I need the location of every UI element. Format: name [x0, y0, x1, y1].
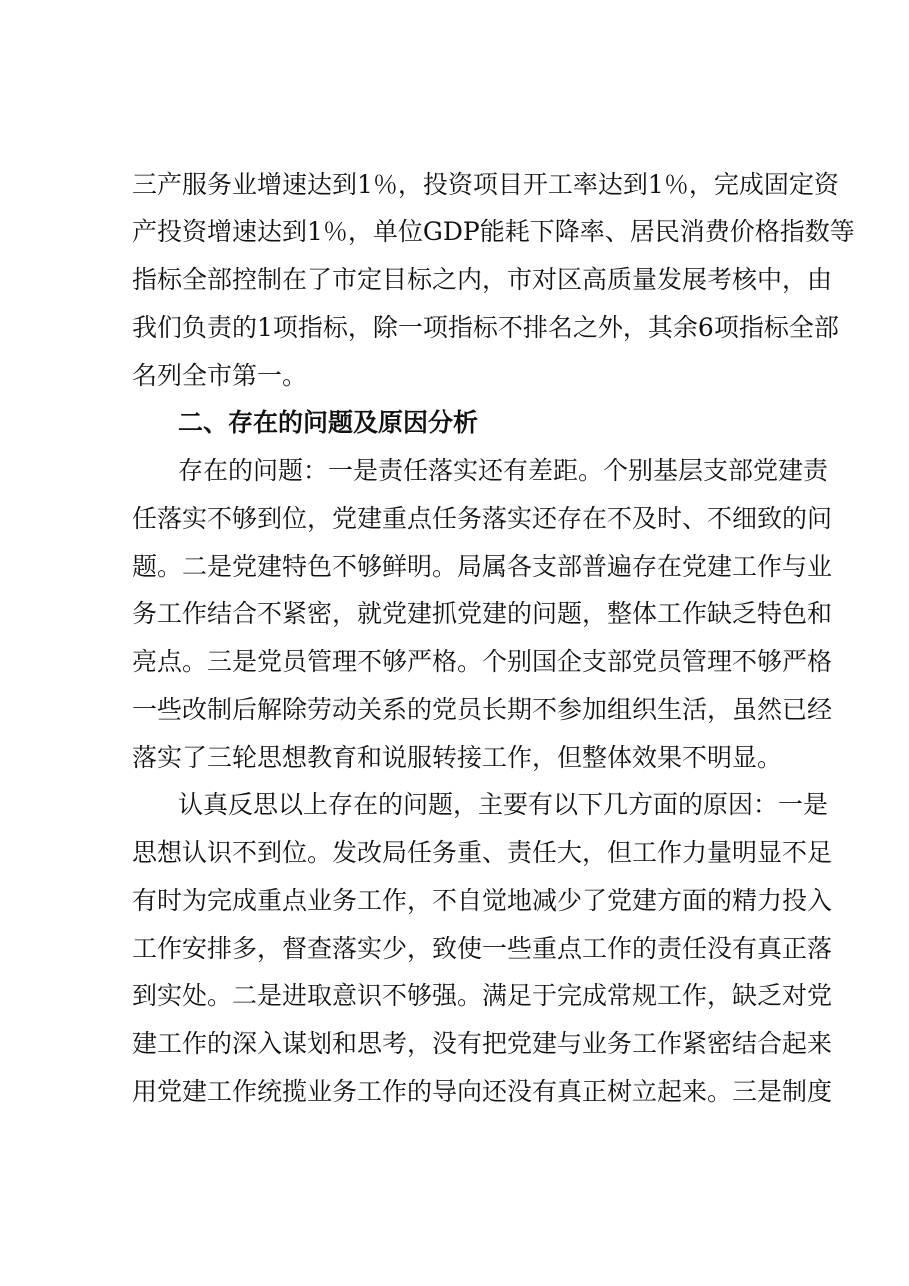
- body-text-line: 建工作的深入谋划和思考，没有把党建与业务工作紧密结合起来: [132, 1029, 833, 1058]
- body-text-line: 任落实不够到位，党建重点任务落实还存在不及时、不细致的问: [132, 504, 833, 533]
- body-text-line: 落实了三轮思想教育和说服转接工作，但整体效果不明显。: [132, 743, 783, 772]
- body-text-line: 一些改制后解除劳动关系的党员长期不参加组织生活，虽然已经: [132, 695, 833, 724]
- body-text-line: 到实处。二是进取意识不够强。满足于完成常规工作，缺乏对党: [132, 981, 833, 1010]
- body-text-line: 产投资增速达到1％，单位GDP能耗下降率、居民消费价格指数等: [132, 217, 855, 246]
- body-text-line: 亮点。三是党员管理不够严格。个别国企支部党员管理不够严格: [132, 647, 833, 676]
- section-heading: 二、存在的问题及原因分析: [178, 408, 479, 437]
- body-text-line: 三产服务业增速达到1％，投资项目开工率达到1％，完成固定资: [132, 170, 839, 199]
- body-text-line: 务工作结合不紧密，就党建抓党建的问题，整体工作缺乏特色和: [132, 599, 833, 628]
- paragraph-first-line: 存在的问题：一是责任落实还有差距。个别基层支部党建责: [178, 456, 829, 485]
- body-text-line: 用党建工作统揽业务工作的导向还没有真正树立起来。三是制度: [132, 1077, 833, 1106]
- body-text-line: 思想认识不到位。发改局任务重、责任大，但工作力量明显不足: [132, 838, 833, 867]
- body-text-line: 名列全市第一。: [132, 361, 308, 390]
- paragraph-first-line: 认真反思以上存在的问题，主要有以下几方面的原因：一是: [178, 790, 829, 819]
- body-text-line: 工作安排多，督查落实少，致使一些重点工作的责任没有真正落: [132, 934, 833, 963]
- body-text-line: 指标全部控制在了市定目标之内，市对区高质量发展考核中，由: [132, 265, 833, 294]
- body-text-line: 我们负责的1项指标，除一项指标不排名之外，其余6项指标全部: [132, 313, 839, 342]
- body-text-line: 有时为完成重点业务工作，不自觉地减少了党建方面的精力投入: [132, 886, 833, 915]
- body-text-line: 题。二是党建特色不够鲜明。局属各支部普遍存在党建工作与业: [132, 552, 833, 581]
